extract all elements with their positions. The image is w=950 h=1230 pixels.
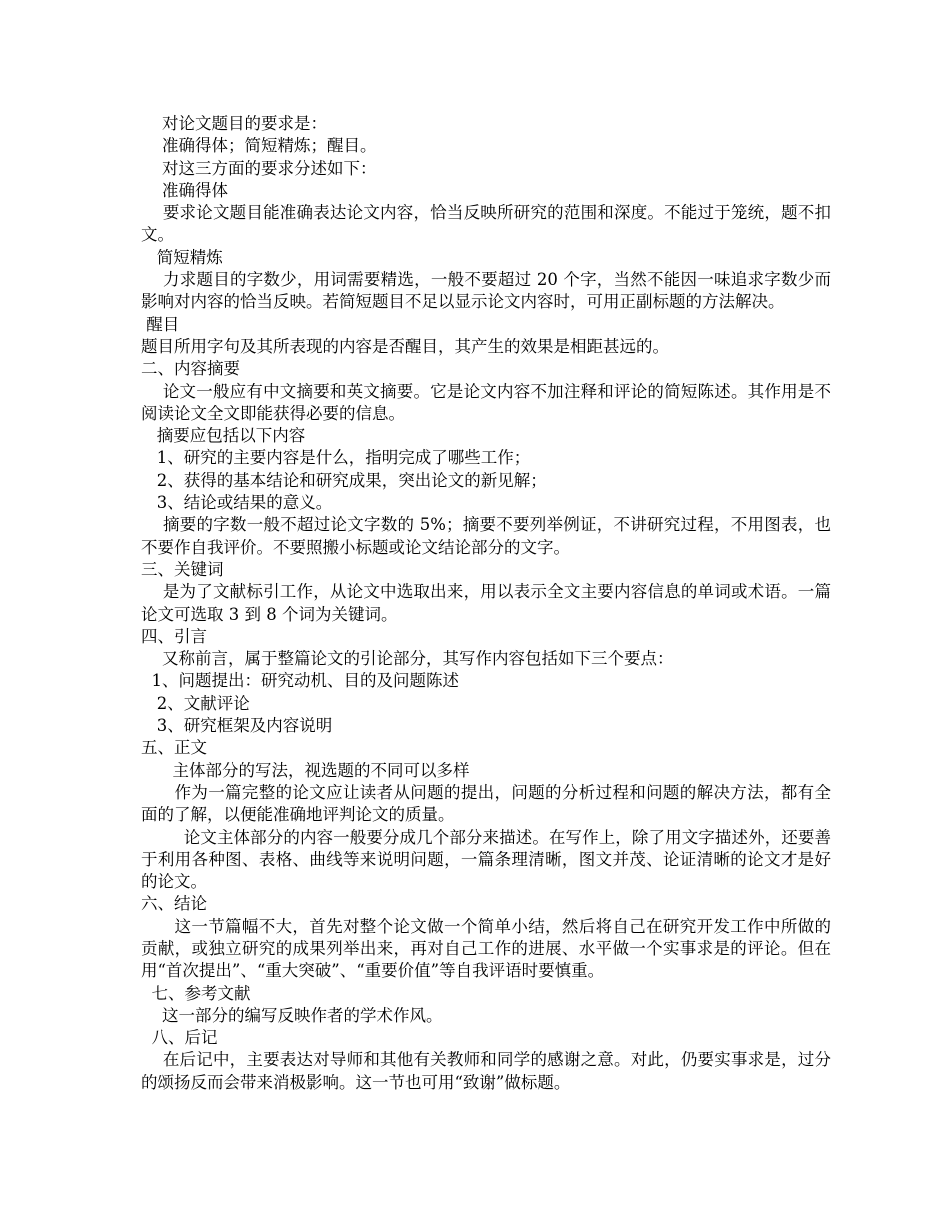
text-line: 1、研究的主要内容是什么，指明完成了哪些工作； bbox=[141, 448, 531, 468]
paragraph: 这一节篇幅不大，首先对整个论文做一个简单小结，然后将自己在研究开发工作中所做的贡献，或独立研究的成果列举出来，再对自己工作的进展、水平做一个实事求是的评论。但在用“首次提出”、“重大突破”、“重要价值”等自我评语时要慎重。 bbox=[141, 916, 831, 981]
text-line: 四、引言 bbox=[141, 626, 207, 646]
text-line: 对这三方面的要求分述如下： bbox=[141, 158, 377, 178]
text-line: 2、文献评论 bbox=[141, 693, 250, 713]
paragraph: 在后记中，主要表达对导师和其他有关教师和同学的感谢之意。对此，仍要实事求是，过分的颂扬反而会带来消极影响。这一节也可用“致谢”做标题。 bbox=[141, 1050, 832, 1092]
text-line: 1、问题提出：研究动机、目的及问题陈述 bbox=[141, 671, 459, 691]
text-line: 五、正文 bbox=[141, 738, 207, 758]
text-line: 三、关键词 bbox=[141, 559, 224, 579]
paragraph: 作为一篇完整的论文应让读者从问题的提出，问题的分析过程和问题的解决方法，都有全面的了解，以便能准确地评判论文的质量。 bbox=[141, 782, 831, 825]
text-line: 这一部分的编写反映作者的学术作风。 bbox=[141, 1005, 443, 1025]
text-line: 2、获得的基本结论和研究成果，突出论文的新见解； bbox=[141, 470, 547, 490]
text-line: 六、结论 bbox=[141, 894, 207, 914]
text-line: 准确得体；简短精炼；醒目。 bbox=[141, 136, 377, 156]
text-line: 摘要应包括以下内容 bbox=[141, 426, 306, 446]
text-line: 又称前言，属于整篇论文的引论部分，其写作内容包括如下三个要点： bbox=[141, 649, 674, 669]
text-line: 简短精炼 bbox=[141, 247, 223, 267]
paragraph: 论文主体部分的内容一般要分成几个部分来描述。在写作上，除了用文字描述外，还要善于利用各种图、表格、曲线等来说明问题，一篇条理清晰，图文并茂、论证清晰的论文才是好的论文。 bbox=[141, 827, 831, 892]
text-line: 3、结论或结果的意义。 bbox=[141, 493, 333, 513]
document-page bbox=[141, 113, 831, 1094]
text-line: 二、内容摘要 bbox=[141, 359, 240, 379]
paragraph: 要求论文题目能准确表达论文内容，恰当反映所研究的范围和深度。不能过于笼统，题不扣文。 bbox=[141, 203, 832, 245]
paragraph: 是为了文献标引工作，从论文中选取出来，用以表示全文主要内容信息的单词或术语。一篇论文可选取 3 到 8 个词为关键词。 bbox=[141, 582, 832, 624]
text-line: 醒目 bbox=[141, 314, 180, 334]
paragraph: 论文一般应有中文摘要和英文摘要。它是论文内容不加注释和评论的简短陈述。其作用是不阅读论文全文即能获得必要的信息。 bbox=[141, 381, 832, 423]
text-line: 七、参考文献 bbox=[141, 983, 251, 1003]
paragraph: 摘要的字数一般不超过论文字数的 5%；摘要不要列举例证，不讲研究过程，不用图表，也不要作自我评价。不要照搬小标题或论文结论部分的文字。 bbox=[141, 515, 832, 557]
text-line: 题目所用字句及其所表现的内容是否醒目，其产生的效果是相距甚远的。 bbox=[141, 336, 669, 356]
text-line: 准确得体 bbox=[141, 180, 228, 200]
text-line: 八、后记 bbox=[141, 1028, 218, 1048]
paragraph: 力求题目的字数少，用词需要精选，一般不要超过 20 个字，当然不能因一味追求字数少而影响对内容的恰当反映。若简短题目不足以显示论文内容时，可用正副标题的方法解决。 bbox=[141, 270, 831, 312]
text-line: 对论文题目的要求是： bbox=[141, 114, 327, 133]
text-line: 主体部分的写法，视选题的不同可以多样 bbox=[141, 760, 470, 780]
text-line: 3、研究框架及内容说明 bbox=[141, 716, 333, 736]
